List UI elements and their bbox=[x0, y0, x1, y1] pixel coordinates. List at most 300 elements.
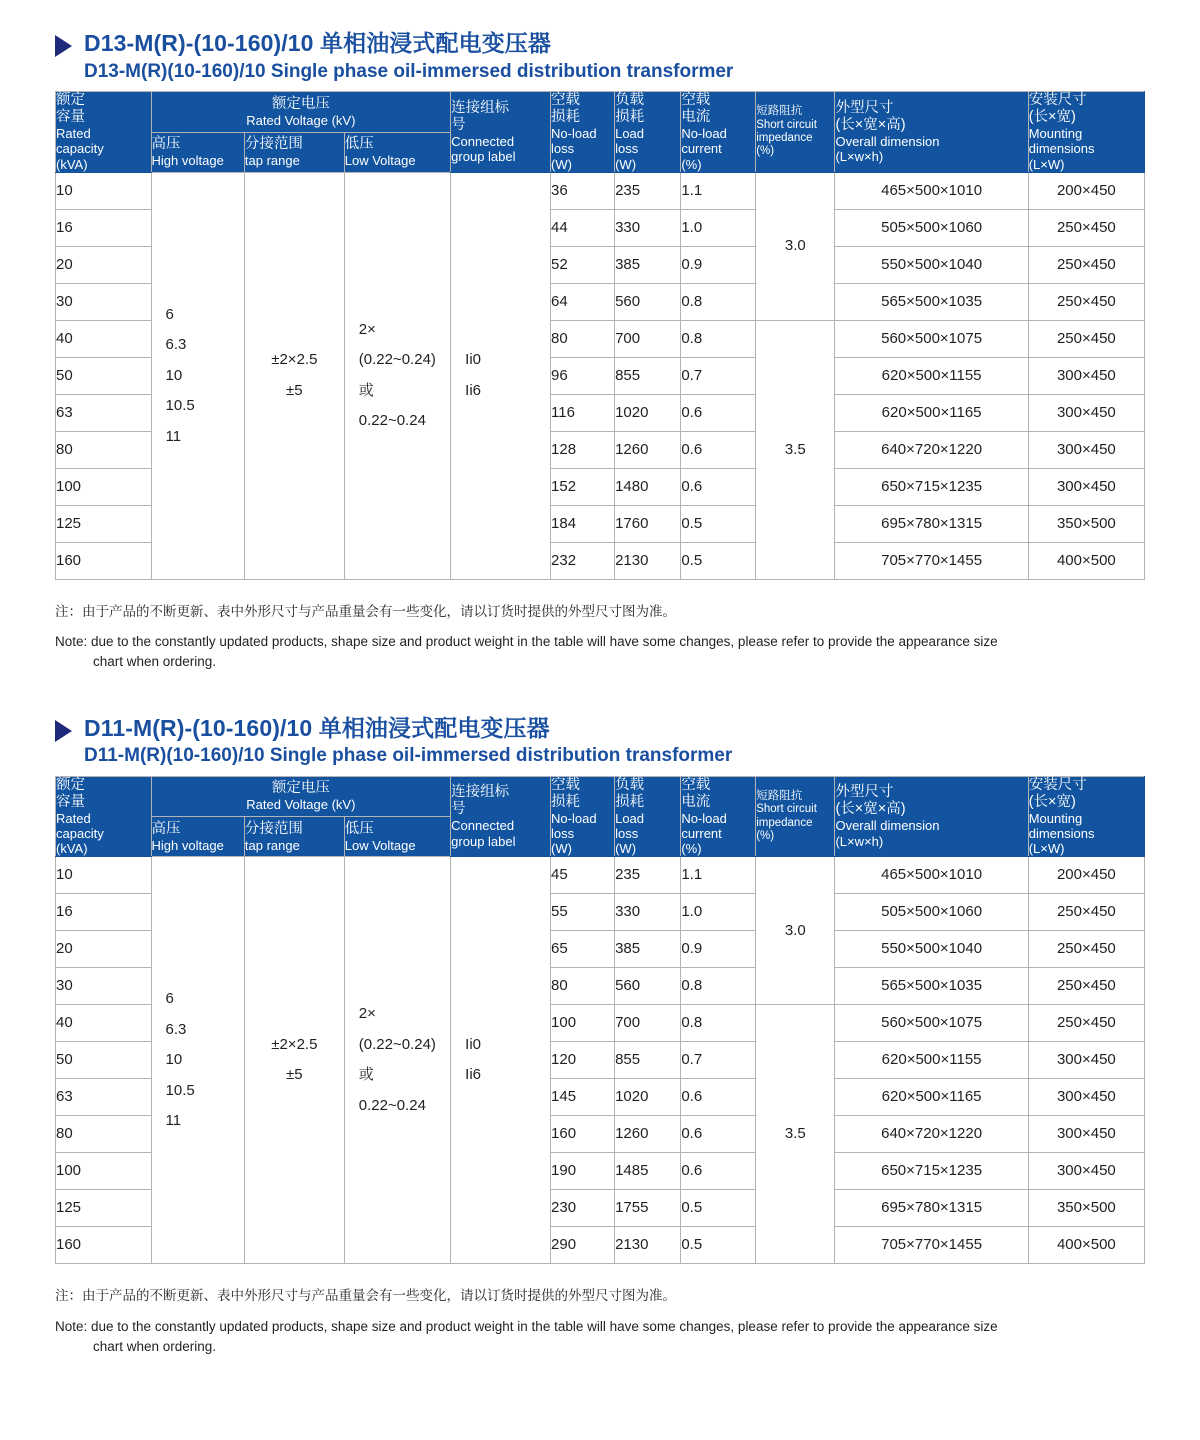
cell-mounting-dimensions: 350×500 bbox=[1028, 1190, 1144, 1227]
th-connected-group bbox=[451, 776, 551, 857]
cell-mounting-dimensions: 200×450 bbox=[1028, 857, 1144, 894]
th-no-load-current-en2: current bbox=[681, 141, 722, 157]
cell-no-load-current: 0.8 bbox=[681, 320, 756, 357]
th-low-voltage-cn: 低压 bbox=[344, 820, 374, 837]
cell-no-load-current: 0.7 bbox=[681, 1042, 756, 1079]
th-rated-voltage-en: Rated Voltage (kV) bbox=[246, 797, 356, 813]
cell-no-load-current: 0.9 bbox=[681, 246, 756, 283]
th-high-voltage-en: High voltage bbox=[151, 153, 224, 169]
th-rated-capacity-cn1: 额定 bbox=[56, 92, 85, 109]
cell-no-load-current: 0.8 bbox=[681, 1005, 756, 1042]
cell-overall-dimension: 705×770×1455 bbox=[835, 1227, 1028, 1264]
cell-load-loss: 855 bbox=[615, 357, 681, 394]
note-en-line1: Note: due to the constantly updated products, shape size and product weight in the table will have some changes, please refer to provide the appearance size bbox=[55, 1318, 998, 1334]
lv-value: (0.22~0.24) bbox=[358, 351, 436, 369]
th-no-load-current bbox=[681, 776, 756, 857]
th-short-circuit-cn: 短路阻抗 bbox=[756, 105, 803, 118]
table-row bbox=[56, 172, 1145, 209]
lv-value: 2× bbox=[358, 1005, 376, 1023]
th-rated-voltage-cn: 额定电压 bbox=[271, 780, 330, 797]
th-overall-dimension bbox=[835, 92, 1028, 173]
th-mounting-dimensions bbox=[1028, 776, 1144, 857]
th-load-loss-cn2: 损耗 bbox=[615, 793, 645, 810]
th-no-load-loss-en1: No-load bbox=[551, 810, 597, 826]
cell-no-load-current: 0.6 bbox=[681, 1116, 756, 1153]
cell-mounting-dimensions: 400×500 bbox=[1028, 1227, 1144, 1264]
th-short-circuit-en3: (%) bbox=[756, 145, 775, 158]
cell-capacity: 63 bbox=[56, 1079, 152, 1116]
th-no-load-current-en3: (%) bbox=[681, 841, 702, 857]
cell-overall-dimension: 620×500×1165 bbox=[835, 394, 1028, 431]
hv-value: 10 bbox=[165, 366, 183, 384]
cell-load-loss: 1485 bbox=[615, 1153, 681, 1190]
section-heading-d13 bbox=[55, 30, 1145, 84]
cell-load-loss: 1755 bbox=[615, 1190, 681, 1227]
section-d13 bbox=[55, 0, 1145, 673]
th-short-circuit-cn: 短路阻抗 bbox=[756, 789, 803, 802]
note-en bbox=[55, 1317, 1145, 1358]
cell-connected-group-merged bbox=[451, 857, 551, 1264]
cell-mounting-dimensions: 300×450 bbox=[1028, 468, 1144, 505]
cell-no-load-current: 0.8 bbox=[681, 968, 756, 1005]
cell-overall-dimension: 695×780×1315 bbox=[835, 1190, 1028, 1227]
cell-load-loss: 235 bbox=[615, 172, 681, 209]
cell-load-loss: 700 bbox=[615, 1005, 681, 1042]
th-connected-group-en1: Connected bbox=[451, 133, 515, 149]
cell-load-loss: 560 bbox=[615, 968, 681, 1005]
note-en-line2: chart when ordering. bbox=[93, 654, 217, 670]
th-tap-range bbox=[244, 132, 344, 172]
th-load-loss-en1: Load bbox=[615, 810, 645, 826]
th-tap-range-cn: 分接范围 bbox=[244, 820, 303, 837]
lv-value: 0.22~0.24 bbox=[358, 412, 426, 430]
cell-no-load-current: 0.6 bbox=[681, 1153, 756, 1190]
th-connected-group-en1: Connected bbox=[451, 818, 515, 834]
cell-no-load-loss: 52 bbox=[551, 246, 615, 283]
cell-mounting-dimensions: 400×500 bbox=[1028, 542, 1144, 579]
hv-value: 6 bbox=[165, 990, 174, 1008]
cell-no-load-loss: 65 bbox=[551, 931, 615, 968]
table-header-row-1 bbox=[56, 776, 1145, 816]
th-short-circuit-impedance bbox=[756, 776, 835, 857]
cell-short-circuit-35: 3.5 bbox=[756, 1005, 835, 1264]
note-en-line1: Note: due to the constantly updated products, shape size and product weight in the table will have some changes, please refer to provide the appearance size bbox=[55, 634, 998, 650]
cell-load-loss: 235 bbox=[615, 857, 681, 894]
th-overall-dimension bbox=[835, 776, 1028, 857]
cell-mounting-dimensions: 250×450 bbox=[1028, 968, 1144, 1005]
cell-capacity: 30 bbox=[56, 968, 152, 1005]
cell-overall-dimension: 560×500×1075 bbox=[835, 1005, 1028, 1042]
cell-overall-dimension: 550×500×1040 bbox=[835, 931, 1028, 968]
cell-overall-dimension: 550×500×1040 bbox=[835, 246, 1028, 283]
th-no-load-current-en1: No-load bbox=[681, 126, 727, 142]
cell-load-loss: 330 bbox=[615, 209, 681, 246]
th-overall-dimension-en1: Overall dimension bbox=[835, 818, 940, 834]
th-overall-dimension-en2: (L×w×h) bbox=[835, 148, 884, 164]
th-no-load-loss bbox=[551, 92, 615, 173]
cell-no-load-current: 0.5 bbox=[681, 1190, 756, 1227]
cell-no-load-loss: 145 bbox=[551, 1079, 615, 1116]
th-no-load-loss-cn2: 损耗 bbox=[551, 793, 581, 810]
th-rated-voltage-cn: 额定电压 bbox=[271, 95, 330, 112]
cell-overall-dimension: 505×500×1060 bbox=[835, 209, 1028, 246]
th-mounting-dimensions-cn1: 安装尺寸 bbox=[1028, 92, 1087, 109]
cell-no-load-current: 0.5 bbox=[681, 505, 756, 542]
cell-no-load-loss: 100 bbox=[551, 1005, 615, 1042]
section-heading-d11 bbox=[55, 715, 1145, 769]
hv-value: 10 bbox=[165, 1051, 183, 1069]
cell-no-load-loss: 80 bbox=[551, 320, 615, 357]
th-mounting-dimensions-en1: Mounting bbox=[1028, 810, 1083, 826]
cg-value: Ii0 bbox=[465, 351, 482, 369]
hv-value: 11 bbox=[165, 427, 182, 445]
cell-no-load-current: 0.9 bbox=[681, 931, 756, 968]
cell-no-load-current: 0.5 bbox=[681, 1227, 756, 1264]
th-mounting-dimensions-en2: dimensions bbox=[1028, 825, 1095, 841]
tap-value: ±5 bbox=[286, 1066, 303, 1084]
cell-low-voltage-merged bbox=[344, 172, 450, 579]
spec-table-d11 bbox=[55, 776, 1145, 1265]
tap-value: ±5 bbox=[286, 381, 303, 399]
th-low-voltage bbox=[344, 817, 450, 857]
th-low-voltage-cn: 低压 bbox=[344, 136, 374, 153]
cell-no-load-current: 0.7 bbox=[681, 357, 756, 394]
th-no-load-loss-cn1: 空载 bbox=[551, 92, 581, 109]
cell-no-load-loss: 120 bbox=[551, 1042, 615, 1079]
th-mounting-dimensions-en3: (L×W) bbox=[1028, 841, 1065, 857]
cell-overall-dimension: 650×715×1235 bbox=[835, 468, 1028, 505]
cell-no-load-loss: 64 bbox=[551, 283, 615, 320]
cell-capacity: 80 bbox=[56, 431, 152, 468]
cell-load-loss: 1760 bbox=[615, 505, 681, 542]
th-rated-capacity-cn2: 容量 bbox=[56, 109, 85, 126]
cell-load-loss: 1480 bbox=[615, 468, 681, 505]
cell-load-loss: 1260 bbox=[615, 431, 681, 468]
cell-mounting-dimensions: 300×450 bbox=[1028, 1079, 1144, 1116]
cell-short-circuit-30: 3.0 bbox=[756, 172, 835, 320]
th-no-load-current-en3: (%) bbox=[681, 156, 702, 172]
th-no-load-loss-en1: No-load bbox=[551, 126, 597, 142]
cell-no-load-current: 1.1 bbox=[681, 857, 756, 894]
th-rated-capacity-en2: capacity bbox=[56, 825, 104, 841]
th-short-circuit-en1: Short circuit bbox=[756, 118, 817, 131]
th-load-loss bbox=[615, 92, 681, 173]
cell-mounting-dimensions: 250×450 bbox=[1028, 246, 1144, 283]
th-rated-capacity-en1: Rated bbox=[56, 810, 91, 826]
hv-value: 11 bbox=[165, 1112, 182, 1130]
th-rated-voltage bbox=[151, 776, 451, 816]
th-mounting-dimensions-en2: dimensions bbox=[1028, 141, 1095, 157]
page-title-en: D13-M(R)(10-160)/10 Single phase oil-immersed distribution transformer bbox=[84, 60, 734, 82]
cell-no-load-loss: 290 bbox=[551, 1227, 615, 1264]
th-rated-capacity bbox=[56, 776, 152, 857]
th-high-voltage bbox=[151, 817, 244, 857]
th-short-circuit-impedance bbox=[756, 92, 835, 173]
lv-value: 0.22~0.24 bbox=[358, 1096, 426, 1114]
th-rated-capacity-en3: (kVA) bbox=[56, 841, 88, 857]
th-connected-group-cn1: 连接组标 bbox=[451, 784, 510, 801]
th-rated-voltage-en: Rated Voltage (kV) bbox=[246, 112, 356, 128]
hv-value: 6 bbox=[165, 305, 174, 323]
cell-low-voltage-merged bbox=[344, 857, 450, 1264]
th-tap-range-en: tap range bbox=[244, 153, 300, 169]
cell-mounting-dimensions: 300×450 bbox=[1028, 1153, 1144, 1190]
cell-no-load-loss: 152 bbox=[551, 468, 615, 505]
cell-overall-dimension: 705×770×1455 bbox=[835, 542, 1028, 579]
th-rated-capacity-en2: capacity bbox=[56, 141, 104, 157]
cell-mounting-dimensions: 250×450 bbox=[1028, 894, 1144, 931]
cell-tap-range-merged bbox=[244, 172, 344, 579]
lv-value: (0.22~0.24) bbox=[358, 1035, 436, 1053]
cell-capacity: 63 bbox=[56, 394, 152, 431]
page-title-cn: D11-M(R)-(10-160)/10 单相油浸式配电变压器 bbox=[84, 714, 550, 741]
table-header-row-1 bbox=[56, 92, 1145, 132]
th-no-load-loss-en2: loss bbox=[551, 825, 575, 841]
cell-mounting-dimensions: 250×450 bbox=[1028, 931, 1144, 968]
cell-no-load-current: 1.0 bbox=[681, 894, 756, 931]
th-high-voltage-cn: 高压 bbox=[151, 136, 181, 153]
th-mounting-dimensions-en1: Mounting bbox=[1028, 126, 1083, 142]
cell-capacity: 80 bbox=[56, 1116, 152, 1153]
th-short-circuit-en2: impedance bbox=[756, 132, 813, 145]
cell-overall-dimension: 620×500×1155 bbox=[835, 357, 1028, 394]
th-mounting-dimensions-cn2: (长×宽) bbox=[1028, 793, 1076, 810]
table-row bbox=[56, 857, 1145, 894]
cell-no-load-loss: 45 bbox=[551, 857, 615, 894]
cell-mounting-dimensions: 250×450 bbox=[1028, 209, 1144, 246]
cell-capacity: 20 bbox=[56, 931, 152, 968]
hv-value: 10.5 bbox=[165, 397, 195, 415]
cell-no-load-current: 0.8 bbox=[681, 283, 756, 320]
cell-high-voltage-merged bbox=[151, 172, 244, 579]
cell-load-loss: 855 bbox=[615, 1042, 681, 1079]
cell-mounting-dimensions: 200×450 bbox=[1028, 172, 1144, 209]
cell-capacity: 40 bbox=[56, 320, 152, 357]
cell-capacity: 50 bbox=[56, 357, 152, 394]
cell-overall-dimension: 465×500×1010 bbox=[835, 857, 1028, 894]
cell-mounting-dimensions: 300×450 bbox=[1028, 357, 1144, 394]
tap-value: ±2×2.5 bbox=[271, 1035, 318, 1053]
th-load-loss-cn2: 损耗 bbox=[615, 109, 645, 126]
cell-load-loss: 700 bbox=[615, 320, 681, 357]
th-high-voltage bbox=[151, 132, 244, 172]
th-mounting-dimensions-cn1: 安装尺寸 bbox=[1028, 776, 1087, 793]
th-tap-range bbox=[244, 817, 344, 857]
th-overall-dimension-cn2: (长×宽×高) bbox=[835, 116, 906, 133]
th-overall-dimension-cn1: 外型尺寸 bbox=[835, 784, 894, 801]
note-en bbox=[55, 632, 1145, 673]
cell-no-load-current: 0.6 bbox=[681, 394, 756, 431]
th-load-loss-cn1: 负载 bbox=[615, 92, 645, 109]
cell-load-loss: 385 bbox=[615, 931, 681, 968]
cell-mounting-dimensions: 350×500 bbox=[1028, 505, 1144, 542]
cell-no-load-loss: 80 bbox=[551, 968, 615, 1005]
cell-no-load-loss: 230 bbox=[551, 1190, 615, 1227]
th-overall-dimension-cn2: (长×宽×高) bbox=[835, 801, 906, 818]
cg-value: Ii0 bbox=[465, 1035, 482, 1053]
th-low-voltage-en: Low Voltage bbox=[344, 153, 416, 169]
th-no-load-loss-cn1: 空载 bbox=[551, 776, 581, 793]
cell-short-circuit-30: 3.0 bbox=[756, 857, 835, 1005]
cell-overall-dimension: 620×500×1155 bbox=[835, 1042, 1028, 1079]
th-load-loss bbox=[615, 776, 681, 857]
th-no-load-current bbox=[681, 92, 756, 173]
th-no-load-loss bbox=[551, 776, 615, 857]
cell-overall-dimension: 505×500×1060 bbox=[835, 894, 1028, 931]
th-connected-group bbox=[451, 92, 551, 173]
th-rated-voltage bbox=[151, 92, 451, 132]
cell-overall-dimension: 565×500×1035 bbox=[835, 968, 1028, 1005]
cell-tap-range-merged bbox=[244, 857, 344, 1264]
cell-load-loss: 1020 bbox=[615, 1079, 681, 1116]
th-no-load-loss-en3: (W) bbox=[551, 156, 572, 172]
th-load-loss-en1: Load bbox=[615, 126, 645, 142]
cell-capacity: 100 bbox=[56, 468, 152, 505]
cell-no-load-loss: 55 bbox=[551, 894, 615, 931]
cell-no-load-loss: 116 bbox=[551, 394, 615, 431]
cell-capacity: 10 bbox=[56, 857, 152, 894]
cell-no-load-loss: 190 bbox=[551, 1153, 615, 1190]
cell-capacity: 50 bbox=[56, 1042, 152, 1079]
th-overall-dimension-cn1: 外型尺寸 bbox=[835, 99, 894, 116]
cell-no-load-current: 1.0 bbox=[681, 209, 756, 246]
cell-overall-dimension: 695×780×1315 bbox=[835, 505, 1028, 542]
th-high-voltage-cn: 高压 bbox=[151, 820, 181, 837]
cell-overall-dimension: 620×500×1165 bbox=[835, 1079, 1028, 1116]
cell-overall-dimension: 640×720×1220 bbox=[835, 1116, 1028, 1153]
th-load-loss-en3: (W) bbox=[615, 841, 637, 857]
th-no-load-loss-cn2: 损耗 bbox=[551, 109, 581, 126]
cell-no-load-loss: 96 bbox=[551, 357, 615, 394]
cell-short-circuit-35: 3.5 bbox=[756, 320, 835, 579]
cell-mounting-dimensions: 250×450 bbox=[1028, 1005, 1144, 1042]
th-rated-capacity-cn1: 额定 bbox=[56, 776, 85, 793]
th-high-voltage-en: High voltage bbox=[151, 837, 224, 853]
th-no-load-loss-en3: (W) bbox=[551, 841, 572, 857]
th-tap-range-en: tap range bbox=[244, 837, 300, 853]
th-mounting-dimensions-en3: (L×W) bbox=[1028, 156, 1065, 172]
cell-capacity: 20 bbox=[56, 246, 152, 283]
lv-value: 2× bbox=[358, 320, 376, 338]
cell-capacity: 160 bbox=[56, 1227, 152, 1264]
th-rated-capacity bbox=[56, 92, 152, 173]
th-short-circuit-en1: Short circuit bbox=[756, 803, 817, 816]
cell-mounting-dimensions: 300×450 bbox=[1028, 431, 1144, 468]
hv-value: 6.3 bbox=[165, 1020, 187, 1038]
cell-no-load-current: 0.5 bbox=[681, 542, 756, 579]
th-low-voltage bbox=[344, 132, 450, 172]
cell-capacity: 125 bbox=[56, 1190, 152, 1227]
th-mounting-dimensions-cn2: (长×宽) bbox=[1028, 109, 1076, 126]
th-load-loss-en2: loss bbox=[615, 141, 639, 157]
cell-no-load-current: 0.6 bbox=[681, 468, 756, 505]
cell-capacity: 125 bbox=[56, 505, 152, 542]
cell-no-load-current: 1.1 bbox=[681, 172, 756, 209]
th-load-loss-en2: loss bbox=[615, 825, 639, 841]
th-rated-capacity-en3: (kVA) bbox=[56, 156, 88, 172]
cell-overall-dimension: 465×500×1010 bbox=[835, 172, 1028, 209]
note-en-line2: chart when ordering. bbox=[93, 1338, 217, 1354]
cell-no-load-current: 0.6 bbox=[681, 431, 756, 468]
cell-no-load-loss: 128 bbox=[551, 431, 615, 468]
th-overall-dimension-en1: Overall dimension bbox=[835, 133, 940, 149]
hv-value: 6.3 bbox=[165, 336, 187, 354]
cell-capacity: 16 bbox=[56, 209, 152, 246]
th-connected-group-cn1: 连接组标 bbox=[451, 99, 510, 116]
th-tap-range-cn: 分接范围 bbox=[244, 136, 303, 153]
th-rated-capacity-en1: Rated bbox=[56, 126, 91, 142]
note-cn: 注：由于产品的不断更新、表中外形尺寸与产品重量会有一些变化，请以订货时提供的外型尺寸图为准。 bbox=[55, 1288, 676, 1304]
th-no-load-current-en2: current bbox=[681, 825, 722, 841]
cell-no-load-loss: 160 bbox=[551, 1116, 615, 1153]
cell-load-loss: 2130 bbox=[615, 1227, 681, 1264]
cg-value: Ii6 bbox=[465, 381, 482, 399]
cell-capacity: 10 bbox=[56, 172, 152, 209]
note-cn: 注：由于产品的不断更新、表中外形尺寸与产品重量会有一些变化，请以订货时提供的外型尺寸图为准。 bbox=[55, 603, 676, 619]
cg-value: Ii6 bbox=[465, 1066, 482, 1084]
th-connected-group-en2: group label bbox=[451, 148, 516, 164]
tap-value: ±2×2.5 bbox=[271, 351, 318, 369]
th-load-loss-cn1: 负载 bbox=[615, 776, 645, 793]
triangle-right-icon bbox=[55, 35, 72, 57]
th-short-circuit-en3: (%) bbox=[756, 830, 775, 843]
cell-mounting-dimensions: 250×450 bbox=[1028, 320, 1144, 357]
page-title-cn: D13-M(R)-(10-160)/10 单相油浸式配电变压器 bbox=[84, 30, 551, 56]
cell-mounting-dimensions: 300×450 bbox=[1028, 1116, 1144, 1153]
th-no-load-current-cn2: 电流 bbox=[681, 793, 711, 810]
th-load-loss-en3: (W) bbox=[615, 156, 637, 172]
lv-value: 或 bbox=[358, 381, 374, 399]
cell-high-voltage-merged bbox=[151, 857, 244, 1264]
th-overall-dimension-en2: (L×w×h) bbox=[835, 833, 884, 849]
cell-no-load-current: 0.6 bbox=[681, 1079, 756, 1116]
page-title-en: D11-M(R)(10-160)/10 Single phase oil-immersed distribution transformer bbox=[84, 745, 733, 767]
th-no-load-current-cn1: 空载 bbox=[681, 92, 711, 109]
cell-load-loss: 330 bbox=[615, 894, 681, 931]
th-mounting-dimensions bbox=[1028, 92, 1144, 173]
th-connected-group-cn2: 号 bbox=[451, 116, 466, 133]
cell-connected-group-merged bbox=[451, 172, 551, 579]
cell-capacity: 40 bbox=[56, 1005, 152, 1042]
cell-capacity: 160 bbox=[56, 542, 152, 579]
triangle-right-icon bbox=[55, 720, 72, 742]
spec-table-d13 bbox=[55, 91, 1145, 580]
cell-capacity: 16 bbox=[56, 894, 152, 931]
cell-no-load-loss: 44 bbox=[551, 209, 615, 246]
th-no-load-current-cn1: 空载 bbox=[681, 776, 711, 793]
cell-load-loss: 560 bbox=[615, 283, 681, 320]
th-short-circuit-en2: impedance bbox=[756, 816, 813, 829]
cell-overall-dimension: 650×715×1235 bbox=[835, 1153, 1028, 1190]
th-connected-group-en2: group label bbox=[451, 833, 516, 849]
cell-load-loss: 1260 bbox=[615, 1116, 681, 1153]
cell-overall-dimension: 640×720×1220 bbox=[835, 431, 1028, 468]
cell-no-load-loss: 184 bbox=[551, 505, 615, 542]
cell-mounting-dimensions: 300×450 bbox=[1028, 1042, 1144, 1079]
cell-load-loss: 385 bbox=[615, 246, 681, 283]
cell-capacity: 30 bbox=[56, 283, 152, 320]
th-connected-group-cn2: 号 bbox=[451, 801, 466, 818]
notes-d13 bbox=[55, 602, 1145, 673]
section-d11 bbox=[55, 673, 1145, 1358]
hv-value: 10.5 bbox=[165, 1081, 195, 1099]
notes-d11 bbox=[55, 1286, 1145, 1357]
th-no-load-current-cn2: 电流 bbox=[681, 109, 711, 126]
cell-overall-dimension: 560×500×1075 bbox=[835, 320, 1028, 357]
cell-no-load-loss: 232 bbox=[551, 542, 615, 579]
cell-load-loss: 1020 bbox=[615, 394, 681, 431]
lv-value: 或 bbox=[358, 1066, 374, 1084]
